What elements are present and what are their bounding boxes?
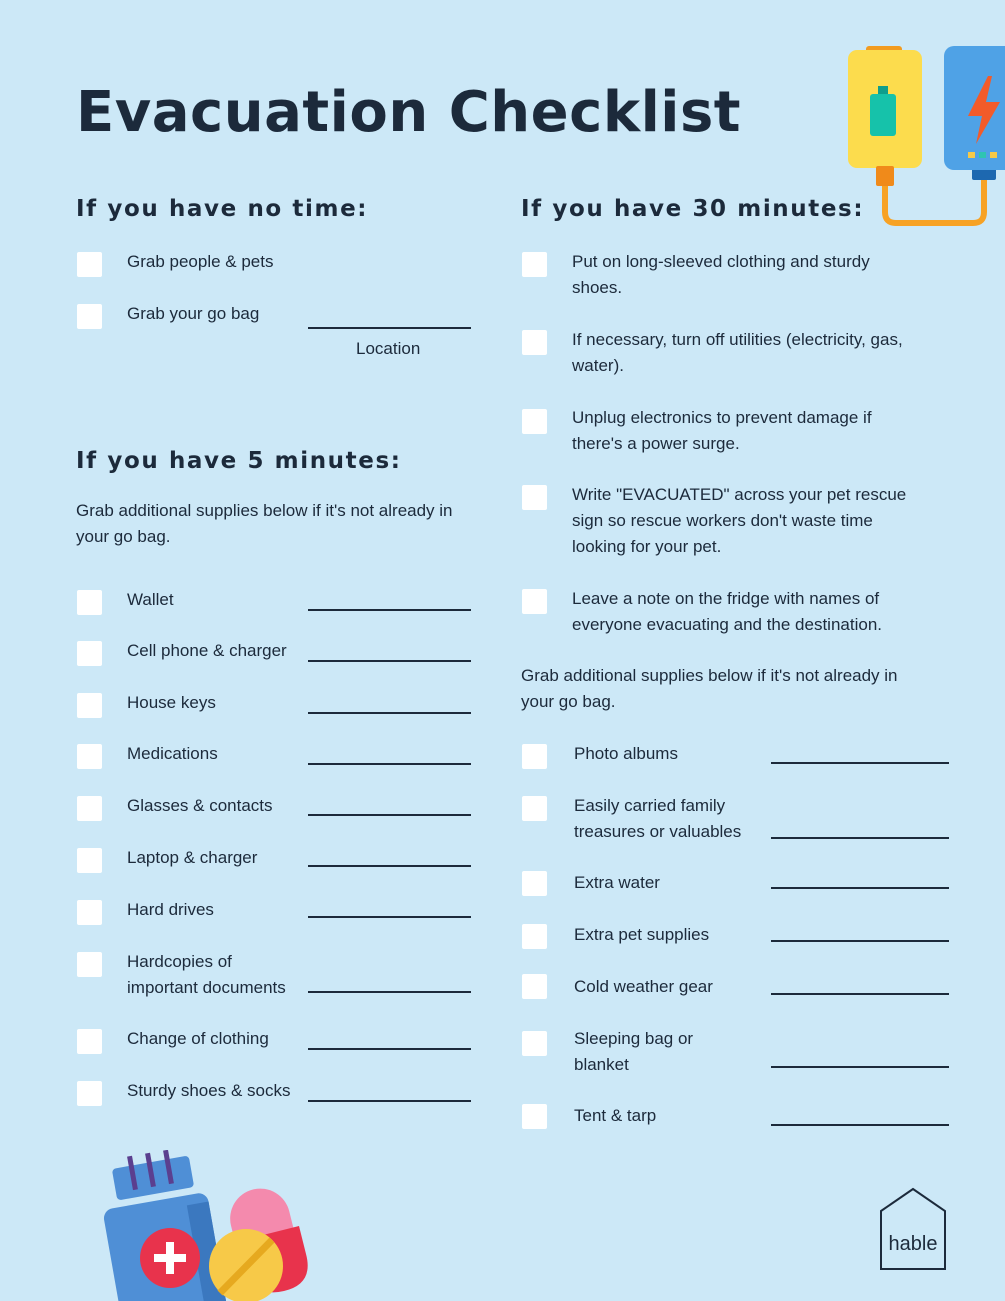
checkbox-hardcopies[interactable] xyxy=(77,952,102,977)
write-line[interactable] xyxy=(308,712,471,714)
checkbox-house-keys[interactable] xyxy=(77,693,102,718)
item-label: House keys xyxy=(127,693,216,712)
checkbox-hard-drives[interactable] xyxy=(77,900,102,925)
item-label: Sleeping bag or blanket xyxy=(574,1029,694,1074)
write-line[interactable] xyxy=(771,837,949,839)
checkbox-sturdy-shoes[interactable] xyxy=(77,1081,102,1106)
pills-icon xyxy=(209,1182,308,1301)
checkbox-cell-phone[interactable] xyxy=(77,641,102,666)
task-label: Put on long-sleeved clothing and sturdy shoes. xyxy=(572,252,870,297)
item-label: Grab people & pets xyxy=(127,252,274,271)
checkbox-laptop[interactable] xyxy=(77,848,102,873)
item-label: Grab your go bag xyxy=(127,304,260,323)
write-line[interactable] xyxy=(308,609,471,611)
location-write-line[interactable] xyxy=(308,327,471,329)
write-line[interactable] xyxy=(308,660,471,662)
write-line[interactable] xyxy=(771,993,949,995)
item-label: Wallet xyxy=(127,590,174,609)
item-label: Extra water xyxy=(574,873,660,892)
house-logo-icon xyxy=(879,1187,947,1271)
item-label: Cold weather gear xyxy=(574,977,713,996)
checkbox-glasses[interactable] xyxy=(77,796,102,821)
write-line[interactable] xyxy=(308,763,471,765)
write-line[interactable] xyxy=(771,1124,949,1126)
write-line[interactable] xyxy=(308,1048,471,1050)
item-label: Cell phone & charger xyxy=(127,641,287,660)
logo-text: hable xyxy=(888,1233,938,1255)
task-label: Unplug electronics to prevent damage if there's a power surge. xyxy=(572,408,872,453)
item-label: Medications xyxy=(127,744,218,763)
item-label: Hardcopies of important documents xyxy=(127,952,286,997)
heading-no-time: If you have no time: xyxy=(76,196,369,222)
phone-battery-icon xyxy=(840,40,1005,235)
item-label: Sturdy shoes & socks xyxy=(127,1081,291,1100)
write-line[interactable] xyxy=(771,887,949,889)
heading-thirty-minutes: If you have 30 minutes: xyxy=(521,196,865,222)
checkbox-extra-water[interactable] xyxy=(522,871,547,896)
location-caption: Location xyxy=(356,339,421,358)
checkbox-grab-go-bag[interactable] xyxy=(77,304,102,329)
write-line[interactable] xyxy=(308,865,471,867)
write-line[interactable] xyxy=(771,940,949,942)
checkbox-grab-people-pets[interactable] xyxy=(77,252,102,277)
checkbox-change-clothing[interactable] xyxy=(77,1029,102,1054)
write-line[interactable] xyxy=(771,1066,949,1068)
heading-five-minutes: If you have 5 minutes: xyxy=(76,448,402,474)
medicine-bottle-icon xyxy=(100,1150,310,1301)
checkbox-fridge-note[interactable] xyxy=(522,589,547,614)
task-label: Leave a note on the fridge with names of everyone evacuating and the destination. xyxy=(572,589,883,634)
item-label: Tent & tarp xyxy=(574,1106,657,1125)
write-line[interactable] xyxy=(308,991,471,993)
item-label: Glasses & contacts xyxy=(127,796,273,815)
item-label: Photo albums xyxy=(574,744,678,763)
item-label: Laptop & charger xyxy=(127,848,258,867)
item-label: Change of clothing xyxy=(127,1029,269,1048)
checkbox-unplug[interactable] xyxy=(522,409,547,434)
checkbox-extra-pet-supplies[interactable] xyxy=(522,924,547,949)
item-label: Extra pet supplies xyxy=(574,925,710,944)
write-line[interactable] xyxy=(308,1100,471,1102)
checkbox-photo-albums[interactable] xyxy=(522,744,547,769)
item-label: Hard drives xyxy=(127,900,214,919)
thirty-min-intro: Grab additional supplies below if it's not already in your go bag. xyxy=(521,666,898,711)
page-title: Evacuation Checklist xyxy=(76,80,742,145)
checkbox-utilities[interactable] xyxy=(522,330,547,355)
item-label: Easily carried family treasures or valuables xyxy=(574,796,742,841)
five-min-intro: Grab additional supplies below if it's not already in your go bag. xyxy=(76,501,453,546)
checkbox-long-sleeves[interactable] xyxy=(522,252,547,277)
checkbox-cold-weather-gear[interactable] xyxy=(522,974,547,999)
checkbox-medications[interactable] xyxy=(77,744,102,769)
checkbox-evacuated-sign[interactable] xyxy=(522,485,547,510)
write-line[interactable] xyxy=(771,762,949,764)
write-line[interactable] xyxy=(308,814,471,816)
checkbox-family-treasures[interactable] xyxy=(522,796,547,821)
checkbox-wallet[interactable] xyxy=(77,590,102,615)
write-line[interactable] xyxy=(308,916,471,918)
checkbox-sleeping-bag[interactable] xyxy=(522,1031,547,1056)
checkbox-tent-tarp[interactable] xyxy=(522,1104,547,1129)
task-label: If necessary, turn off utilities (electricity, gas, water). xyxy=(572,330,903,375)
task-label: Write "EVACUATED" across your pet rescue sign so rescue workers don't waste time looking for your pet. xyxy=(572,485,907,556)
